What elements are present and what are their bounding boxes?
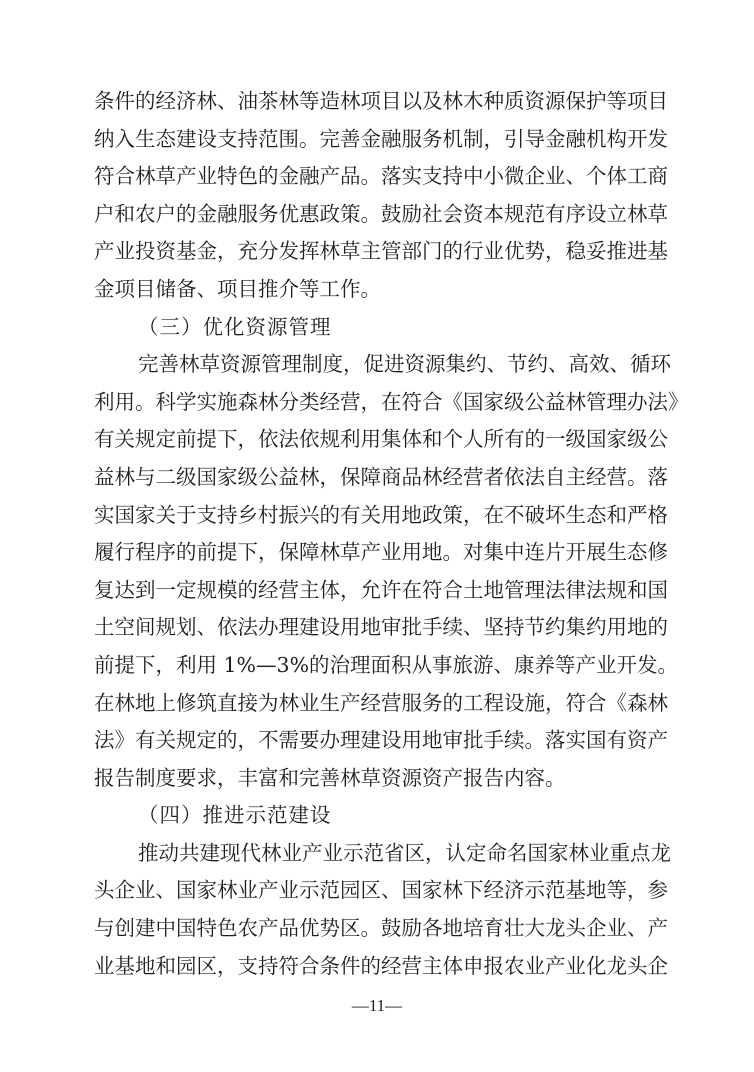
paragraph-demonstration: [94, 835, 671, 985]
text-line: 履行程序的前提下，保障林草产业用地。对集中连片开展生态修: [94, 540, 668, 565]
paragraph-resource-management: [94, 346, 689, 797]
section-heading-demonstration: （四）推进示范建设: [138, 803, 332, 828]
text-line: 户和农户的金融服务优惠政策。鼓励社会资本规范有序设立林草: [94, 201, 668, 226]
body-text: [94, 83, 689, 985]
text-line: 与创建中国特色农产品优势区。鼓励各地培育壮大龙头企业、产: [94, 916, 668, 941]
text-line: 前提下，利用 1%—3%的治理面积从事旅游、康养等产业开发。: [94, 652, 679, 677]
section-heading-resource-management: （三）优化资源管理: [138, 314, 332, 339]
text-line: 在林地上修筑直接为林业生产经营服务的工程设施，符合《森林: [94, 690, 668, 715]
text-line: 有关规定前提下，依法依规利用集体和个人所有的一级国家级公: [94, 427, 668, 452]
text-line: 头企业、国家林业产业示范园区、国家林下经济示范基地等，参: [94, 878, 668, 903]
text-line: 纳入生态建设支持范围。完善金融服务机制，引导金融机构开发: [94, 126, 668, 151]
paragraph-finance: [94, 83, 668, 309]
text-line: 条件的经济林、油茶林等造林项目以及林木种质资源保护等项目: [94, 89, 668, 113]
text-line: 实国家关于支持乡村振兴的有关用地政策，在不破坏生态和严格: [94, 502, 668, 527]
text-line: 报告制度要求，丰富和完善林草资源资产报告内容。: [94, 765, 566, 790]
text-line: 符合林草产业特色的金融产品。落实支持中小微企业、个体工商: [94, 164, 668, 189]
text-line: 法》有关规定的，不需要办理建设用地审批手续。落实国有资产: [94, 728, 668, 753]
text-line: 益林与二级国家级公益林，保障商品林经营者依法自主经营。落: [94, 464, 668, 489]
text-line: 推动共建现代林业产业示范省区，认定命名国家林业重点龙: [138, 840, 671, 865]
text-line: 复达到一定规模的经营主体，允许在符合土地管理法律法规和国: [94, 577, 668, 602]
page-number: —11—: [351, 996, 403, 1015]
text-line: 金项目储备、项目推介等工作。: [94, 276, 381, 301]
text-line: 完善林草资源管理制度，促进资源集约、节约、高效、循环: [138, 352, 671, 377]
text-line: 利用。科学实施森林分类经营，在符合《国家级公益林管理办法》: [94, 389, 689, 414]
text-line: 产业投资基金，充分发挥林草主管部门的行业优势，稳妥推进基: [94, 239, 668, 264]
text-line: 土空间规划、依法办理建设用地审批手续、坚持节约集约用地的: [94, 615, 668, 640]
text-line: 业基地和园区，支持符合条件的经营主体申报农业产业化龙头企: [94, 953, 668, 978]
